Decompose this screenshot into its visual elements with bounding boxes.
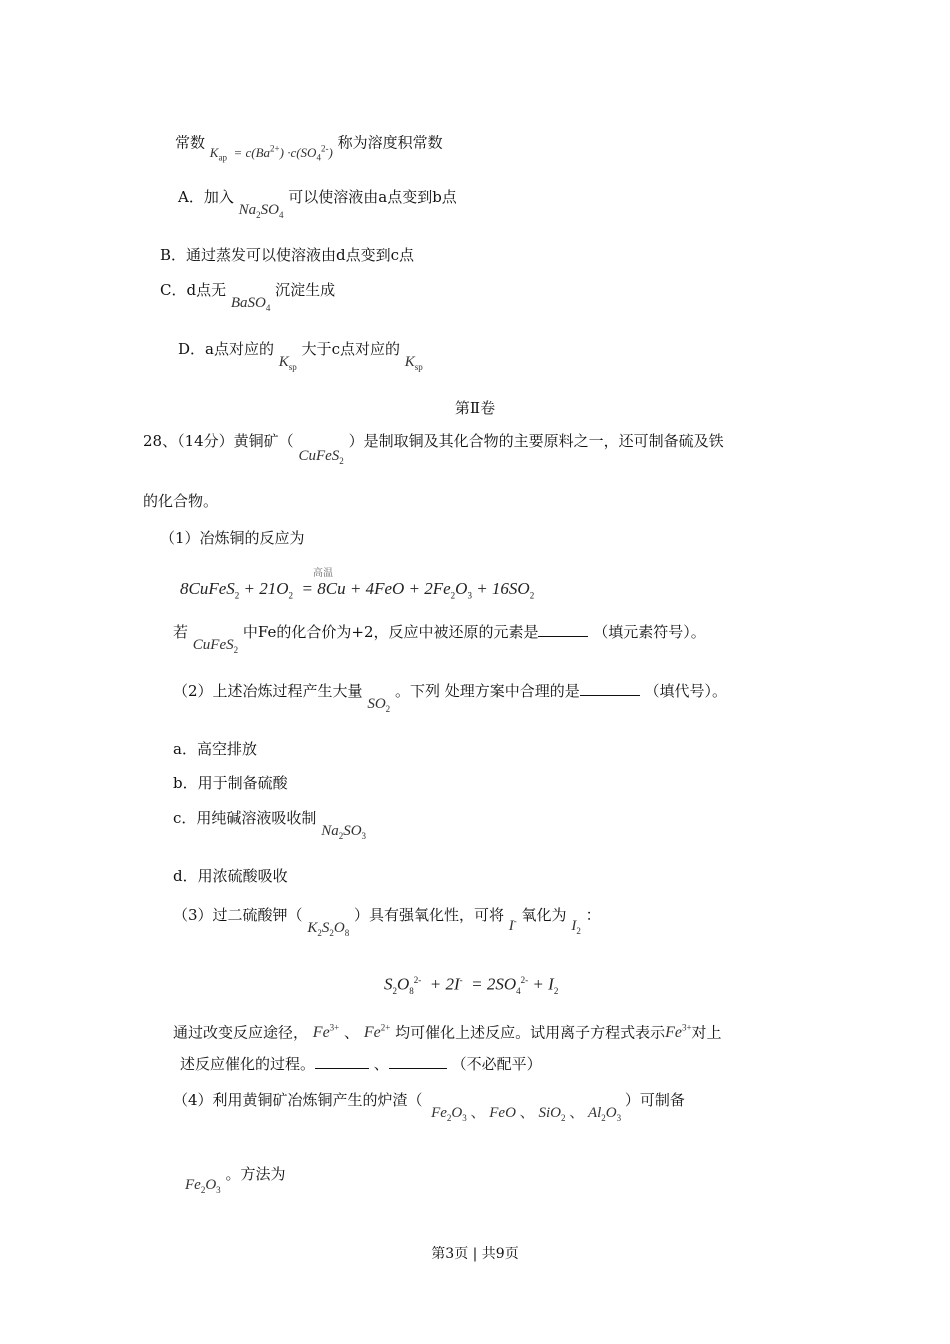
choice-d: d．用浓硫酸吸收 (173, 867, 288, 885)
option-d-text: D．a点对应的 (178, 340, 274, 358)
q28-text-2: ）是制取铜及其化合物的主要原料之一，还可制备硫及铁 (348, 432, 724, 450)
part-1-label: （1）冶炼铜的反应为 (160, 529, 305, 547)
part-3-catalysis (173, 1017, 722, 1044)
question-28-cont: 的化合物。 (143, 492, 219, 510)
formula-cufes2-2: CuFeS$_2$ (192, 637, 239, 655)
p3b-text: 通过改变反应途径， (173, 1023, 309, 1042)
part-3-question (173, 900, 601, 938)
p3-text: （3）过二硫酸钾（ (173, 906, 303, 924)
formula-slag: $Fe_2O_3$ 、 FeO 、 SiO$_2$ 、 $Al_2O_3$ (427, 1105, 622, 1123)
part-1-question (173, 621, 706, 655)
text: 常数 (175, 133, 206, 152)
option-c-text: C．d点无 (160, 281, 227, 299)
formula-fe2o3: $Fe_2O_3$ (185, 1177, 221, 1195)
formula-baso4: BaSO$_4$ (230, 295, 271, 313)
p3c-text: 述反应催化的过程。 (180, 1055, 316, 1073)
question-28 (143, 430, 724, 466)
sep-1: 、 (470, 1105, 486, 1121)
choice-a: a．高空排放 (173, 740, 257, 758)
sep-2: 、 (519, 1105, 535, 1121)
p3c-text-2: （不必配平） (451, 1055, 542, 1073)
answer-blank-4[interactable] (389, 1054, 447, 1069)
answer-blank-1[interactable] (538, 622, 588, 637)
part-2-question (173, 680, 728, 714)
formula-ksp-c: $K_{sp}$ (404, 354, 423, 372)
p3c-sep: 、 (373, 1055, 389, 1073)
part-4-question (173, 1089, 685, 1123)
formula-fe3: $Fe^{3+}$ (312, 1023, 340, 1042)
option-c (160, 279, 336, 313)
p3-text-3: 氧化为 (521, 906, 567, 924)
sep-3: 、 (569, 1105, 585, 1121)
equation-persulfate: $S_2O_8^{2-} + 2I^- = 2SO_4^{2-} + I_2$ (384, 974, 559, 997)
page-footer: 第3页 | 共9页 (431, 1246, 519, 1262)
option-b: B．通过蒸发可以使溶液由d点变到c点 (160, 246, 415, 264)
p3-text-4: ： (585, 906, 601, 924)
part-4-method (185, 1163, 286, 1195)
ksp-formula: $K_{ap} = c(Ba^{2+}) \cdot c(SO_4^{2-})$ (209, 144, 333, 163)
formula-k2s2o8: $K_2S_2O_8$ (307, 920, 350, 938)
formula-na2so3: $Na_2SO_3$ (321, 823, 367, 841)
p3b-sep: 、 (344, 1023, 360, 1042)
equation-smelting: 8CuFeS$_2$ + $21O_2 = 8Cu + 4FeO + 2Fe_2O_3 + 16SO_2$ (180, 579, 535, 601)
q28-text: 28、（14分）黄铜矿（ (143, 432, 294, 450)
p2-text-2: 。下列 处理方案中合理的是 (394, 682, 580, 700)
part-3-answer-line (180, 1053, 542, 1075)
p1-text: 若 (173, 623, 189, 641)
option-a-text-2: 可以使溶液由a点变到b点 (288, 188, 457, 206)
p3b-text-2: 均可催化上述反应。试用离子方程式表示 (395, 1023, 666, 1042)
formula-fe3-2: $Fe^{3+}$ (665, 1023, 692, 1042)
option-c-text-2: 沉淀生成 (275, 281, 336, 299)
text: 称为溶度积常数 (337, 133, 443, 152)
p1-text-3: （填元素符号）。 (593, 623, 706, 641)
p4c-text: 。方法为 (225, 1165, 286, 1183)
answer-blank-3[interactable] (315, 1054, 369, 1069)
formula-iodide: I- (508, 916, 517, 934)
p3-text-2: ）具有强氧化性，可将 (353, 906, 504, 924)
reaction-condition: 高温 (313, 568, 333, 579)
p3b-text-3: 对上 (691, 1023, 722, 1042)
option-d (178, 338, 423, 372)
p4-text-2: ）可制备 (624, 1091, 685, 1109)
option-d-text-2: 大于c点对应的 (301, 340, 400, 358)
formula-na2so4: $Na_2SO_4$ (238, 202, 284, 220)
section-title: 第Ⅱ卷 (454, 399, 496, 417)
option-a-text: A．加入 (178, 188, 234, 206)
choice-c (173, 807, 367, 841)
formula-so2: $SO_2$ (367, 696, 391, 714)
ksp-definition-line (175, 128, 443, 163)
p2-text: （2）上述冶炼过程产生大量 (173, 682, 363, 700)
answer-blank-2[interactable] (580, 681, 640, 696)
option-a (178, 186, 457, 220)
p2-text-3: （填代号）。 (644, 682, 728, 700)
formula-fe2: $Fe^{2+}$ (363, 1023, 391, 1042)
p1-text-2: 中Fe的化合价为+2，反应中被还原的元素是 (242, 623, 539, 641)
choice-c-text: c．用纯碱溶液吸收制 (173, 809, 317, 827)
formula-cufes2: CuFeS$_2$ (298, 448, 344, 466)
formula-ksp-a: $K_{sp}$ (278, 354, 297, 372)
p4-text: （4）利用黄铜矿冶炼铜产生的炉渣（ (173, 1091, 423, 1109)
choice-b: b．用于制备硫酸 (173, 774, 288, 792)
formula-iodine: $I_2$ (571, 918, 581, 936)
